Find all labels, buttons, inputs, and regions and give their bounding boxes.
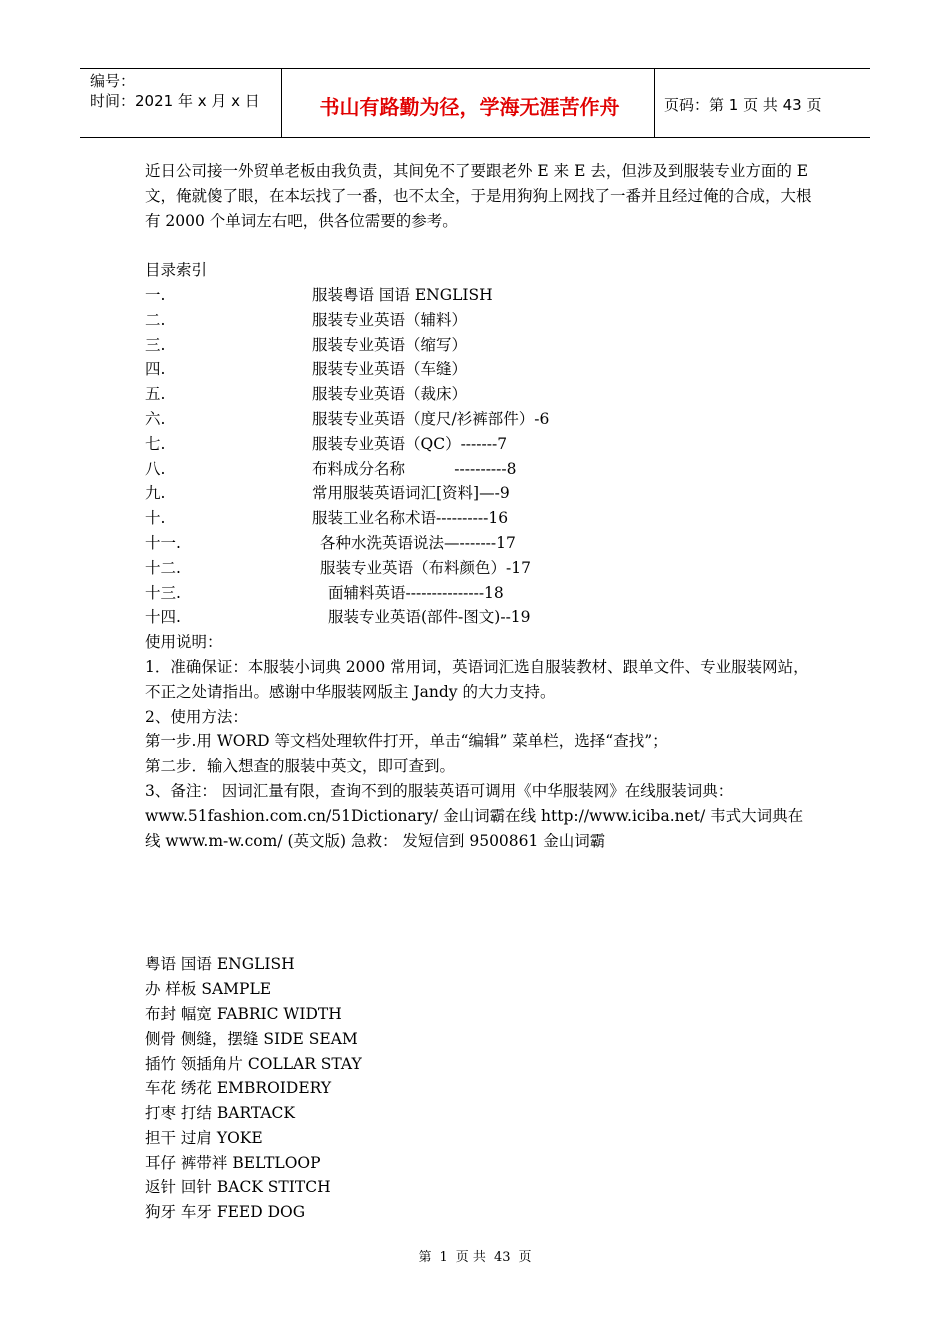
toc-item bbox=[145, 283, 815, 308]
footer-page: 1 bbox=[439, 1250, 448, 1265]
toc-item bbox=[145, 481, 815, 506]
toc-text: 布料成分名称 ----------8 bbox=[312, 459, 517, 478]
glossary-item: 担干 过肩 YOKE bbox=[145, 1128, 263, 1147]
toc-number: 一. bbox=[145, 285, 166, 304]
toc-item bbox=[145, 308, 815, 333]
usage-step1: 第一步.用 WORD 等文档处理软件打开，单击“编辑” 菜单栏，选择“查找”； bbox=[145, 732, 668, 751]
time-label: 时间：2021 年 x 月 x 日 bbox=[90, 92, 260, 110]
toc-number: 十三. bbox=[145, 583, 181, 602]
header-motto: 书山有路勤为径，学海无涯苦作舟 bbox=[319, 94, 620, 119]
usage-step2: 第二步．输入想查的服装中英文，即可查到。 bbox=[145, 757, 456, 776]
usage-p1: 1．准确保证：本服装小词典 2000 常用词，英语词汇选自服装教材、跟单文件、专业服装网站，不正之处请指出。感谢中华服装网版主 Jandy 的大力支持。 bbox=[145, 657, 809, 701]
footer-total: 43 bbox=[493, 1250, 511, 1265]
toc-text: 服装专业英语（度尺/衫裤部件）-6 bbox=[312, 409, 550, 428]
toc-number: 七. bbox=[145, 434, 166, 453]
toc-text: 服装专业英语（车缝） bbox=[312, 360, 468, 379]
toc-text: 各种水洗英语说法—-------17 bbox=[320, 533, 516, 552]
toc-number: 三. bbox=[145, 335, 166, 354]
toc-number: 六. bbox=[145, 409, 166, 428]
toc-text: 服装专业英语（裁床） bbox=[312, 385, 468, 404]
document-body bbox=[145, 159, 815, 1225]
footer-suffix: 页 bbox=[518, 1250, 532, 1265]
toc-item bbox=[145, 556, 815, 581]
usage-p2-title: 2、使用方法： bbox=[145, 707, 248, 726]
toc-item bbox=[145, 581, 815, 606]
header-info bbox=[90, 71, 280, 111]
toc-number: 九. bbox=[145, 484, 166, 503]
toc-text: 服装专业英语（缩写） bbox=[312, 335, 468, 354]
glossary-item: 车花 绣花 EMBROIDERY bbox=[145, 1079, 332, 1098]
usage-p3: 3、备注： 因词汇量有限，查询不到的服装英语可调用《中华服装网》在线服装词典：www.51fashion.com.cn/51Dictionary/ 金山词霸在线 http://www.iciba.net/ 韦式大词典在线 www.m-w.com/ (英文版) 急救： 发短信到 9500861 金山词霸 bbox=[145, 781, 804, 850]
usage-title: 使用说明： bbox=[145, 633, 223, 652]
toc-number: 二. bbox=[145, 310, 166, 329]
header-divider bbox=[281, 69, 282, 137]
toc-number: 五. bbox=[145, 385, 166, 404]
header-divider bbox=[654, 69, 655, 137]
glossary-item: 打枣 打结 BARTACK bbox=[145, 1104, 295, 1123]
toc-item bbox=[145, 605, 815, 630]
intro-paragraph: 近日公司接一外贸单老板由我负责，其间免不了要跟老外 E 来 E 去，但涉及到服装专业方面的 E 文，俺就傻了眼，在本坛找了一番，也不太全，于是用狗狗上网找了一番并且经过俺的合成，大根有 2000 个单词左右吧，供各位需要的参考。 bbox=[145, 162, 812, 230]
toc-text: 服装专业英语（辅料） bbox=[312, 310, 468, 329]
toc-text: 服装粤语 国语 ENGLISH bbox=[312, 285, 493, 304]
header-page-info: 页码：第 1 页 共 43 页 bbox=[664, 95, 822, 114]
toc-title: 目录索引 bbox=[145, 261, 208, 280]
footer-mid: 页 共 bbox=[455, 1250, 486, 1265]
toc-item bbox=[145, 357, 815, 382]
glossary-item: 办 样板 SAMPLE bbox=[145, 980, 272, 999]
number-label: 编号： bbox=[90, 72, 136, 90]
page-footer bbox=[0, 1246, 950, 1265]
toc-number: 十二. bbox=[145, 558, 181, 577]
toc-text: 服装专业英语（布料颜色）-17 bbox=[320, 558, 531, 577]
toc-number: 十一. bbox=[145, 533, 181, 552]
toc-text: 服装工业名称术语----------16 bbox=[312, 509, 509, 528]
toc-item bbox=[145, 531, 815, 556]
toc-item bbox=[145, 457, 815, 482]
toc-number: 四. bbox=[145, 360, 166, 379]
glossary-item: 布封 幅宽 FABRIC WIDTH bbox=[145, 1004, 342, 1023]
toc-number: 十四. bbox=[145, 608, 181, 627]
glossary-item: 侧骨 侧缝，摆缝 SIDE SEAM bbox=[145, 1029, 358, 1048]
page-header bbox=[80, 68, 870, 138]
toc-text: 服装专业英语（QC）-------7 bbox=[312, 434, 508, 453]
toc-number: 八. bbox=[145, 459, 166, 478]
glossary-item: 返针 回针 BACK STITCH bbox=[145, 1178, 331, 1197]
toc-text: 服装专业英语(部件-图文)--19 bbox=[328, 608, 531, 627]
glossary-item: 插竹 领插角片 COLLAR STAY bbox=[145, 1054, 362, 1073]
glossary-list bbox=[145, 952, 815, 1225]
toc-item bbox=[145, 382, 815, 407]
toc-text: 面辅料英语---------------18 bbox=[328, 583, 504, 602]
toc-item bbox=[145, 333, 815, 358]
glossary-item: 狗牙 车牙 FEED DOG bbox=[145, 1203, 306, 1222]
glossary-header: 粤语 国语 ENGLISH bbox=[145, 955, 295, 974]
toc-number: 十. bbox=[145, 509, 166, 528]
toc-item bbox=[145, 506, 815, 531]
toc-item bbox=[145, 432, 815, 457]
toc-text: 常用服装英语词汇[资料]—-9 bbox=[312, 484, 510, 503]
footer-prefix: 第 bbox=[418, 1250, 432, 1265]
toc-item bbox=[145, 407, 815, 432]
glossary-item: 耳仔 裤带袢 BELTLOOP bbox=[145, 1153, 321, 1172]
toc-list bbox=[145, 283, 815, 630]
